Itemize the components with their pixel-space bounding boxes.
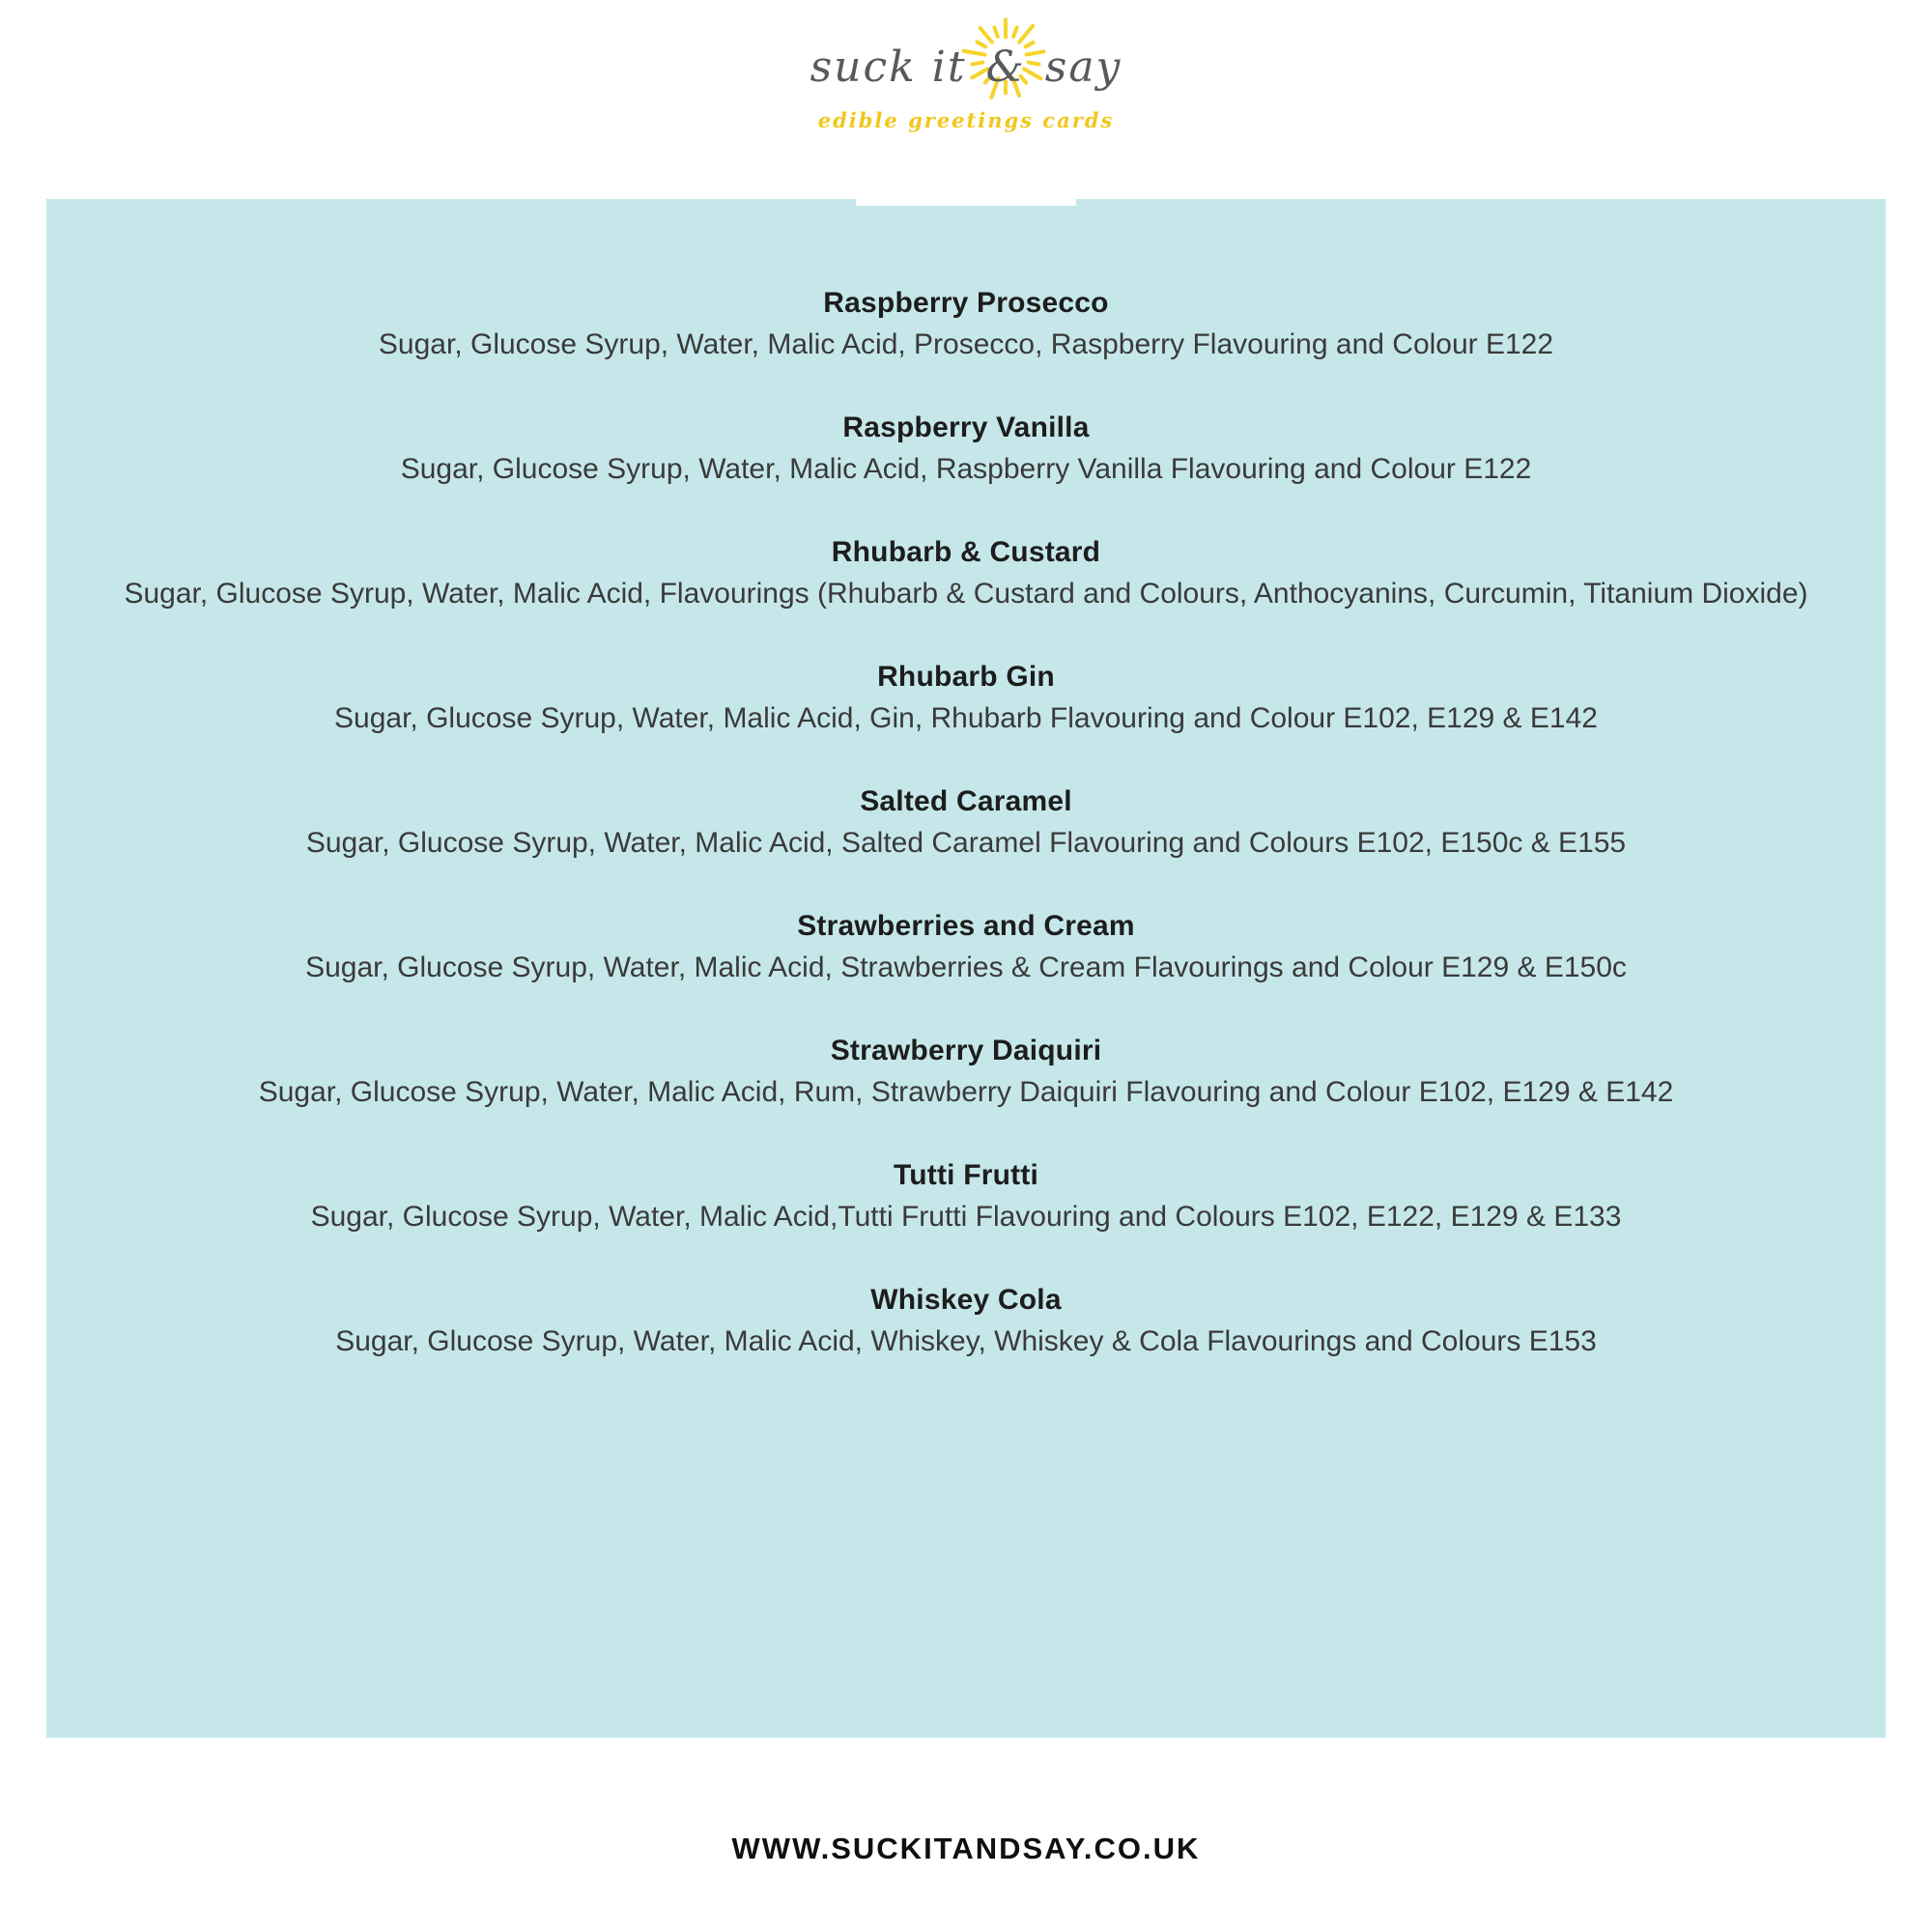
flavour-name: Strawberry Daiquiri	[830, 1035, 1102, 1066]
flavour-entry	[46, 781, 1886, 864]
ingredients-panel	[46, 199, 1886, 1738]
flavour-entry	[46, 905, 1886, 988]
website-url: WWW.SUCKITANDSAY.CO.UK	[731, 1832, 1201, 1865]
flavour-ingredients: Sugar, Glucose Syrup, Water, Malic Acid, Raspberry Vanilla Flavouring and Colour E122	[400, 453, 1532, 485]
flavour-ingredients: Sugar, Glucose Syrup, Water, Malic Acid, Flavourings (Rhubarb & Custard and Colours, Anthocyanins, Curcumin, Titanium Dioxide)	[124, 578, 1808, 610]
flavour-ingredients: Sugar, Glucose Syrup, Water, Malic Acid, Salted Caramel Flavouring and Colours E102, E150c & E155	[305, 827, 1627, 859]
flavour-ingredients: Sugar, Glucose Syrup, Water, Malic Acid, Prosecco, Raspberry Flavouring and Colour E122	[378, 328, 1554, 360]
sunburst-icon	[967, 39, 1045, 97]
brand-tagline: edible greetings cards	[817, 108, 1115, 132]
page-footer	[0, 1832, 1932, 1866]
logo-ampersand: &	[985, 43, 1026, 92]
flavour-entry	[46, 1154, 1886, 1237]
flavour-list	[46, 199, 1886, 1362]
flavour-entry	[46, 1030, 1886, 1113]
flavour-name: Salted Caramel	[860, 785, 1072, 817]
flavour-entry	[46, 531, 1886, 614]
brand-logo	[0, 39, 1932, 132]
flavour-name: Rhubarb Gin	[877, 661, 1055, 693]
flavour-name: Whiskey Cola	[870, 1284, 1062, 1316]
flavour-ingredients: Sugar, Glucose Syrup, Water, Malic Acid, Rum, Strawberry Daiquiri Flavouring and Colour E102, E129 & E142	[258, 1076, 1674, 1108]
flavour-entry	[46, 282, 1886, 365]
flavour-entry	[46, 407, 1886, 490]
flavour-ingredients: Sugar, Glucose Syrup, Water, Malic Acid, Whiskey, Whiskey & Cola Flavourings and Colours E153	[335, 1325, 1597, 1357]
flavour-name: Tutti Frutti	[893, 1159, 1039, 1191]
logo-text-suffix: say	[1044, 43, 1122, 92]
flavour-name: Rhubarb & Custard	[831, 536, 1101, 568]
flavour-ingredients: Sugar, Glucose Syrup, Water, Malic Acid, Gin, Rhubarb Flavouring and Colour E102, E129 & E142	[334, 702, 1598, 734]
flavour-entry	[46, 656, 1886, 739]
flavour-name: Raspberry Vanilla	[842, 412, 1090, 443]
logo-wordmark	[0, 39, 1932, 97]
flavour-ingredients: Sugar, Glucose Syrup, Water, Malic Acid,Tutti Frutti Flavouring and Colours E102, E122, E129 & E133	[310, 1201, 1622, 1233]
logo-text-prefix: suck it	[810, 43, 967, 92]
flavour-name: Raspberry Prosecco	[823, 287, 1109, 319]
panel-top-notch	[856, 199, 1076, 206]
flavour-name: Strawberries and Cream	[797, 910, 1135, 942]
flavour-entry	[46, 1279, 1886, 1362]
flavour-ingredients: Sugar, Glucose Syrup, Water, Malic Acid, Strawberries & Cream Flavourings and Colour E129 & E150c	[305, 952, 1627, 983]
